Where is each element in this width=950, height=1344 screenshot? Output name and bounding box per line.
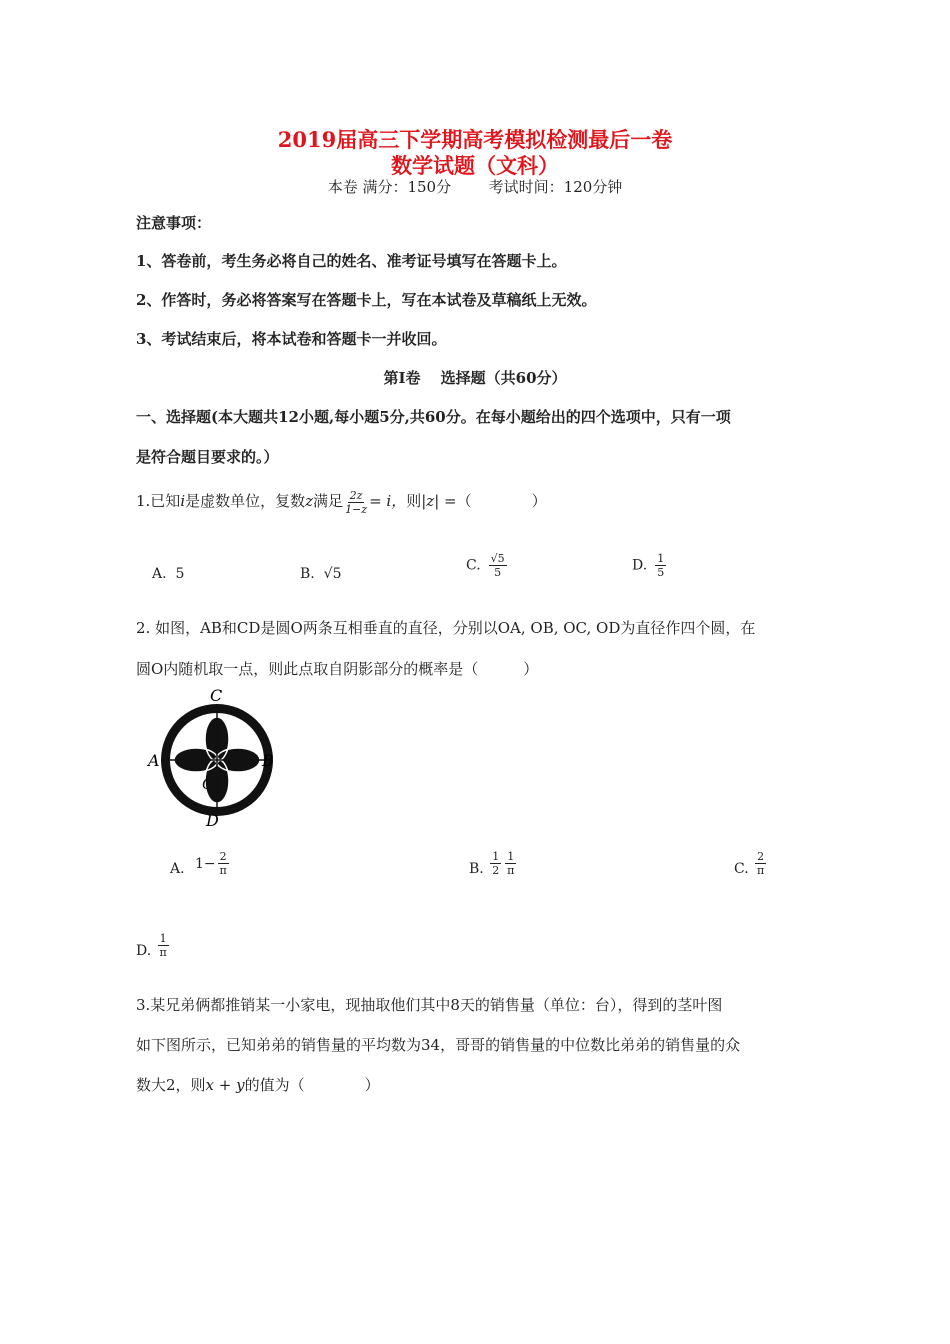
q1-text-1: 1.已知 [136,492,181,510]
notice-item-2: 2、作答时，务必将答案写在答题卡上，写在本试卷及草稿纸上无效。 [136,291,597,309]
q1-option-d[interactable] [632,552,668,579]
frac-num: 1 [507,850,515,863]
q1-frac-den: 1−z [345,502,368,516]
question-2-line-2: 圆O内随机取一点，则此点取自阴影部分的概率是（ ） [136,660,539,678]
q3-text-b: 的值为（ ） [244,1076,380,1094]
frac-num: 2 [219,850,227,863]
question-3-line-2: 如下图所示，已知弟弟的销售量的平均数为34，哥哥的销售量的中位数比弟弟的销售量的众 [136,1036,741,1054]
option-fraction [655,552,666,579]
option-prefix: 1− [195,855,216,872]
q2-option-b[interactable] [469,850,518,877]
q1-abs-z: |z| = [421,492,457,510]
notice-item-3: 3、考试结束后，将本试卷和答题卡一并收回。 [136,330,447,348]
frac-den: 5 [494,566,502,579]
frac-num: √5 [490,552,505,565]
q2-option-a[interactable] [170,850,231,877]
option-fraction-2 [505,850,516,877]
option-fraction-1 [490,850,501,877]
frac-den: π [159,946,167,959]
q1-text-2: 是虚数单位，复数 [185,492,306,510]
option-label: A. [152,566,167,582]
question-3-line-1: 3.某兄弟俩都推销某一小家电，现抽取他们其中8天的销售量（单位：台），得到的茎叶图 [136,996,723,1014]
full-score-text: 本卷 满分：150分 [327,178,452,196]
section-instruction-2: 是符合题目要求的。） [136,448,279,466]
option-fraction [218,850,229,877]
label-b: B [262,751,274,770]
option-label: D. [632,557,648,574]
q1-var-i: i [180,492,186,510]
label-o: O [202,775,215,793]
frac-den: 5 [657,566,665,579]
option-label: C. [734,861,749,877]
q2-option-d[interactable] [136,932,171,959]
frac-den: π [507,864,515,877]
q1-var-z: z [305,492,314,510]
section-instruction-1: 一、选择题(本大题共12小题,每小题5分,共60分。在每小题给出的四个选项中，只有一项 [136,408,731,426]
option-fraction [489,552,507,579]
option-label: B. [300,566,315,582]
frac-den: π [757,864,765,877]
question-2-line-1: 2. 如图，AB和CD是圆O两条互相垂直的直径，分别以OA, OB, OC, OD为直径作四个圆，在 [136,619,756,637]
time-text: 考试时间：120分钟 [488,178,623,196]
question-1-stem [136,486,547,516]
exam-subtitle: 数学试题（文科） [391,153,559,178]
q1-text-3: 满足 [313,492,344,510]
frac-den: π [219,864,227,877]
frac-num: 2 [757,850,765,863]
exam-title: 2019届高三下学期高考模拟检测最后一卷 [277,127,673,152]
frac-num: 1 [159,932,167,945]
label-a: A [148,751,160,770]
option-fraction [755,850,766,877]
frac-den: 2 [492,864,500,877]
frac-num: 1 [657,552,665,565]
q1-text-4: 则 [406,492,422,510]
frac-num: 1 [492,850,500,863]
notice-item-1: 1、答卷前，考生务必将自己的姓名、准考证号填写在答题卡上。 [136,252,567,270]
label-c: C [210,688,223,705]
option-label: D. [136,943,152,959]
notice-heading: 注意事项： [136,214,212,232]
question-3-line-3 [136,1074,380,1095]
option-label: B. [469,861,484,877]
q3-text-a: 数大2，则 [136,1076,206,1094]
exam-info [0,176,950,197]
option-fraction [158,932,169,959]
part-title: 第I卷 选择题（共60分） [383,369,567,387]
q2-option-c[interactable] [734,850,768,877]
option-value: √5 [323,566,342,582]
q3-math-expr: x + y [205,1076,245,1094]
q1-option-a[interactable] [152,566,184,582]
q1-fraction [345,489,367,516]
option-value: 5 [175,566,185,582]
q1-option-c[interactable] [466,552,509,579]
label-d: D [206,811,219,830]
q1-equals-i: = i， [369,492,407,510]
four-circles-figure [140,688,290,830]
q1-answer-paren: （ ） [456,492,547,510]
q1-option-b[interactable] [300,566,341,582]
option-label: A. [170,861,185,877]
option-label: C. [466,557,481,574]
q1-frac-num: 2z [349,488,363,502]
